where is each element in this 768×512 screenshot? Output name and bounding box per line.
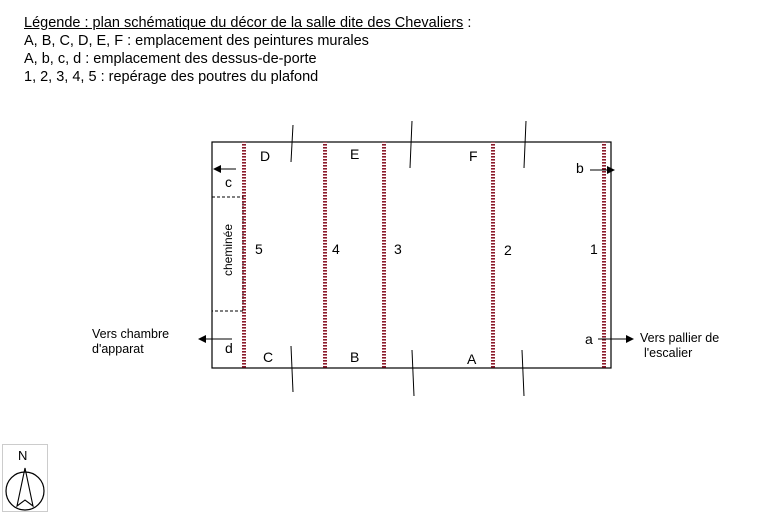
legend-line-beams: 1, 2, 3, 4, 5 : repérage des poutres du plafond xyxy=(24,69,319,85)
beam-label-5: 5 xyxy=(255,241,263,257)
beam-label-1: 1 xyxy=(590,241,598,257)
exit-note-left xyxy=(92,327,169,357)
legend-line-overdoors: A, b, c, d : emplacement des dessus-de-porte xyxy=(24,51,317,67)
beam-2 xyxy=(491,142,495,368)
wall-tick-bottom-1 xyxy=(291,346,293,392)
beam-1 xyxy=(602,142,606,368)
label-F: F xyxy=(469,148,478,164)
beam-label-4: 4 xyxy=(332,241,340,257)
beam-5 xyxy=(242,142,246,368)
label-d: d xyxy=(225,340,233,356)
north-label: N xyxy=(18,448,28,463)
exit-note-right-line1: Vers pallier de xyxy=(640,331,720,345)
wall-tick-top-1 xyxy=(291,125,293,162)
exit-note-left-line1: Vers chambre xyxy=(92,327,170,341)
legend-line-murals: A, B, C, D, E, F : emplacement des peintures murales xyxy=(24,33,369,49)
beam-label-2: 2 xyxy=(504,242,512,258)
label-D: D xyxy=(260,148,271,164)
wall-tick-top-3 xyxy=(524,121,526,168)
wall-tick-top-2 xyxy=(410,121,412,168)
legend-title: Légende : plan schématique du décor de la salle dite des Chevaliers xyxy=(24,15,464,31)
label-E: E xyxy=(350,146,360,162)
fireplace-label: cheminée xyxy=(221,223,235,277)
exit-note-left-line2: d'apparat xyxy=(92,342,144,356)
exit-note-right-line2: l'escalier xyxy=(644,346,693,360)
beam-4 xyxy=(323,142,327,368)
label-C: C xyxy=(263,349,274,365)
label-c: c xyxy=(225,174,232,190)
room-outline xyxy=(212,142,611,368)
label-b: b xyxy=(576,160,584,176)
beam-label-3: 3 xyxy=(394,241,402,257)
wall-tick-bottom-2 xyxy=(412,350,414,396)
wall-tick-bottom-3 xyxy=(522,350,524,396)
legend-title-suffix: : xyxy=(463,15,472,31)
exit-note-right xyxy=(640,331,719,361)
label-a: a xyxy=(585,331,593,347)
label-B: B xyxy=(350,349,360,365)
label-A: A xyxy=(467,351,477,367)
beam-3 xyxy=(382,142,386,368)
